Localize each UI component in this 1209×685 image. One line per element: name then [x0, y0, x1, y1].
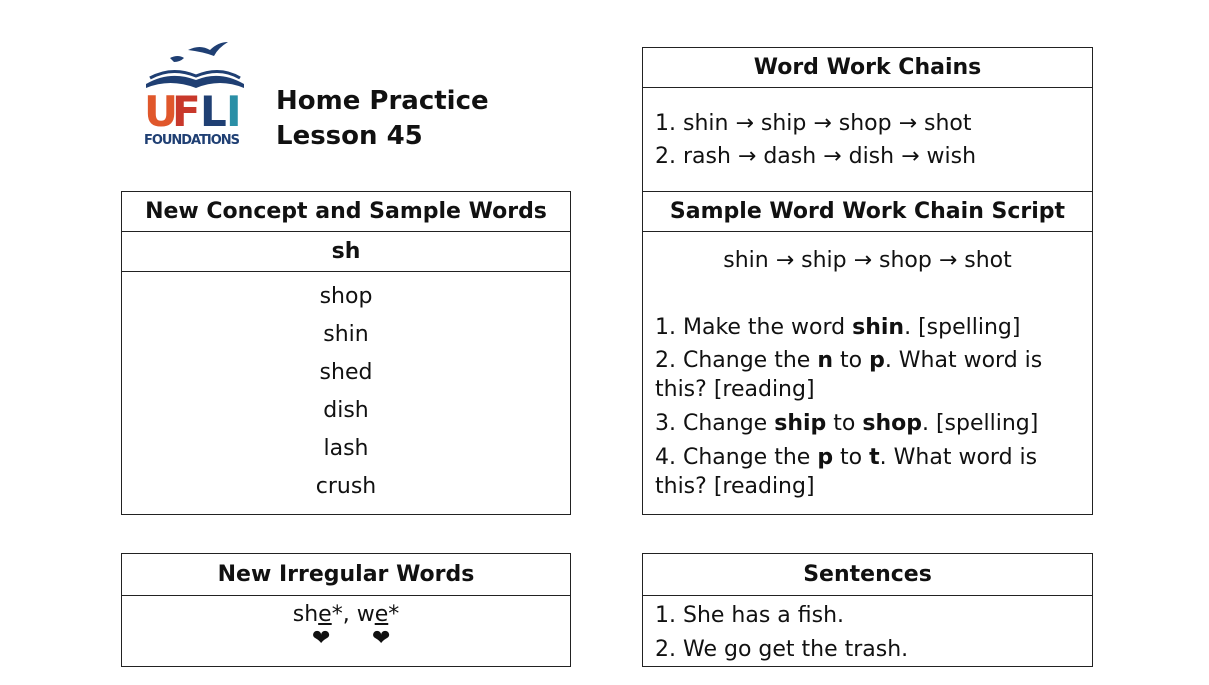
svg-text:F: F — [172, 87, 201, 136]
title-line-2: Lesson 45 — [276, 121, 423, 151]
logo-foundations: FOUNDATIONS — [144, 133, 240, 148]
chain-line: 2. rash → dash → dish → wish — [655, 144, 977, 169]
concept-pattern: sh — [122, 232, 570, 272]
script-step-4: 4. Change the p to t. What word is — [655, 445, 1038, 470]
irregular-words-title: New Irregular Words — [122, 554, 570, 596]
script-step-2: 2. Change the n to p. What word is — [655, 348, 1043, 373]
new-concept-title: New Concept and Sample Words — [122, 192, 570, 232]
sample-word: shed — [319, 360, 373, 385]
ufli-logo — [140, 40, 250, 152]
svg-text:I: I — [226, 87, 242, 136]
sentence: 1. She has a fish. — [655, 603, 845, 628]
word-work-chains-title: Word Work Chains — [643, 48, 1092, 88]
script-step-1: 1. Make the word shin. [spelling] — [655, 315, 1021, 340]
title-line-1: Home Practice — [276, 86, 489, 116]
heart-icon: ❤ — [372, 626, 391, 651]
logo-u: U — [144, 87, 179, 136]
book-bird-icon — [140, 40, 250, 152]
chain-line: 1. shin → ship → shop → shot — [655, 111, 972, 136]
irregular-words-line: she*, we* — [292, 602, 400, 627]
script-step-2-cont: this? [reading] — [655, 377, 815, 402]
sample-word: shin — [323, 322, 369, 347]
sample-word: dish — [323, 398, 369, 423]
irregular-words-box — [121, 553, 571, 667]
new-concept-box — [121, 191, 571, 515]
sample-words-list — [122, 272, 570, 506]
script-step-3: 3. Change ship to shop. [spelling] — [655, 411, 1039, 436]
heart-icon: ❤ — [312, 626, 331, 651]
script-step-4-cont: this? [reading] — [655, 474, 815, 499]
sample-word: shop — [319, 284, 373, 309]
word-work-box — [642, 47, 1093, 515]
sample-word: crush — [315, 474, 377, 499]
page-title — [276, 84, 489, 154]
sample-script-title: Sample Word Work Chain Script — [643, 192, 1092, 232]
sample-word: lash — [323, 436, 369, 461]
sentence: 2. We go get the trash. — [655, 637, 909, 662]
sentences-title: Sentences — [643, 554, 1092, 596]
sentences-box — [642, 553, 1093, 667]
svg-text:L: L — [200, 87, 227, 136]
script-chain: shin → ship → shop → shot — [723, 248, 1012, 273]
